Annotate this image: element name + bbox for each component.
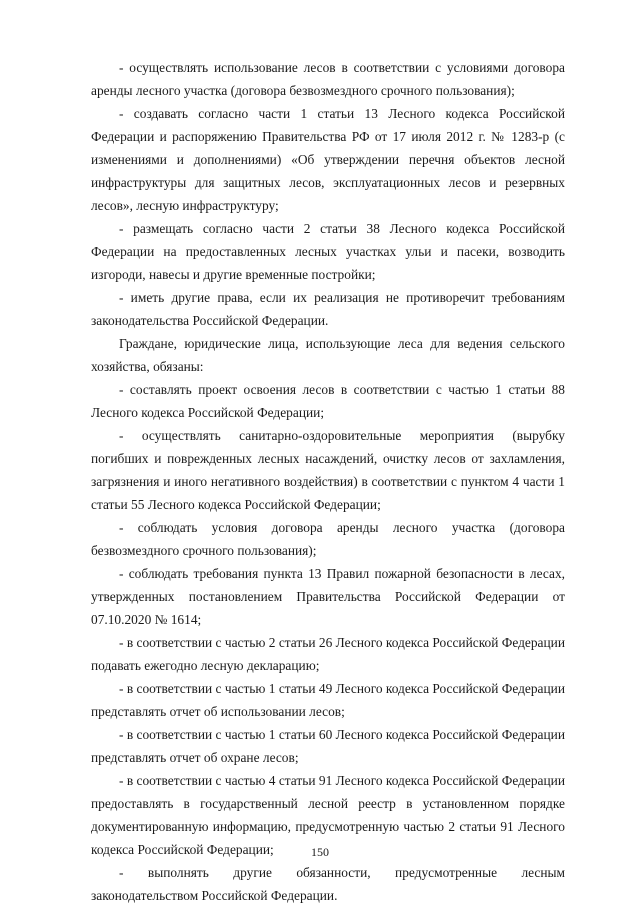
paragraph: - выполнять другие обязанности, предусмотренные лесным законодательством Российской Федерации.: [91, 865, 565, 903]
paragraph: - осуществлять санитарно-оздоровительные мероприятия (вырубку погибших и поврежденных лесных насаждений, очистку лесов от захламления, загрязнения и иного негативного воздействия) в соответствии с пунктом 4 части 1 статьи 55 Лесного кодекса Российской Федерации;: [91, 428, 565, 512]
paragraph: - соблюдать требования пункта 13 Правил пожарной безопасности в лесах, утвержденных постановлением Правительства Российской Федерации от 07.10.2020 № 1614;: [91, 566, 565, 627]
paragraph: - иметь другие права, если их реализация не противоречит требованиям законодательства Российской Федерации.: [91, 290, 565, 328]
paragraph: - осуществлять использование лесов в соответствии с условиями договора аренды лесного участка (договора безвозмездного срочного пользования);: [91, 60, 565, 98]
paragraph: - в соответствии с частью 2 статьи 26 Лесного кодекса Российской Федерации подавать ежегодно лесную декларацию;: [91, 635, 565, 673]
paragraph: - в соответствии с частью 1 статьи 49 Лесного кодекса Российской Федерации представлять отчет об использовании лесов;: [91, 681, 565, 719]
paragraph: - в соответствии с частью 4 статьи 91 Лесного кодекса Российской Федерации предоставлять в государственный лесной реестр в установленном порядке документированную информацию, предусмотренную частью 2 статьи 91 Лесного кодекса Российской Федерации;: [91, 773, 565, 857]
paragraph: - соблюдать условия договора аренды лесного участка (договора безвозмездного срочного пользования);: [91, 520, 565, 558]
paragraph: Граждане, юридические лица, использующие леса для ведения сельского хозяйства, обязаны:: [91, 336, 565, 374]
paragraph: - в соответствии с частью 1 статьи 60 Лесного кодекса Российской Федерации представлять отчет об охране лесов;: [91, 727, 565, 765]
paragraph: - создавать согласно части 1 статьи 13 Лесного кодекса Российской Федерации и распоряжению Правительства РФ от 17 июля 2012 г. № 1283-р (с изменениями и дополнениями) «Об утверждении перечня объектов лесной инфраструктуры для защитных лесов, эксплуатационных лесов и резервных лесов», лесную инфраструктуру;: [91, 106, 565, 213]
page-number: 150: [311, 845, 329, 859]
paragraph: - составлять проект освоения лесов в соответствии с частью 1 статьи 88 Лесного кодекса Российской Федерации;: [91, 382, 565, 420]
paragraph: - размещать согласно части 2 статьи 38 Лесного кодекса Российской Федерации на предоставленных лесных участках ульи и пасеки, возводить изгороди, навесы и другие временные постройки;: [91, 221, 565, 282]
document-page: [91, 56, 565, 907]
